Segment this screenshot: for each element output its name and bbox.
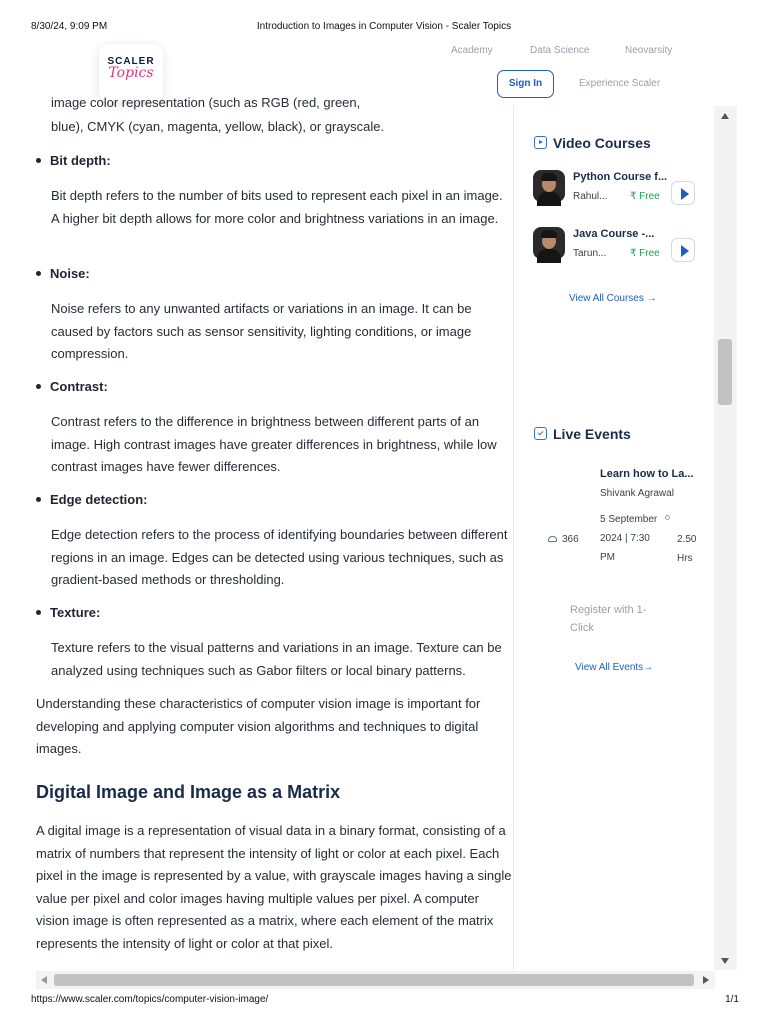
view-all-courses-link[interactable]: View All Courses → [569, 293, 657, 304]
scroll-up-arrow-icon[interactable] [721, 113, 729, 119]
bullet-icon [36, 384, 41, 389]
course-author: Rahul... [573, 191, 608, 202]
nav-academy[interactable]: Academy [451, 45, 493, 56]
people-icon [548, 536, 557, 542]
play-icon[interactable] [671, 181, 695, 205]
nav-neovarsity[interactable]: Neovarsity [625, 45, 673, 56]
print-date: 8/30/24, 9:09 PM [31, 21, 108, 32]
course-card[interactable] [533, 227, 698, 267]
event-title[interactable]: Learn how to La... [600, 468, 694, 480]
bit-depth-description: Bit depth refers to the number of bits used to represent each pixel in an image. A higher bit depth allows for more color and brightness variations in an image. [51, 188, 503, 226]
sign-in-button[interactable]: Sign In [497, 70, 554, 98]
texture-description: Texture refers to the visual patterns and variations in an image. Texture can be analyzed using techniques such as Gabor filters or local binary patterns. [51, 640, 502, 678]
course-price: ₹ Free [630, 248, 660, 259]
vertical-scroll-thumb[interactable] [718, 339, 732, 405]
live-events-title [534, 426, 631, 442]
scroll-right-arrow-icon[interactable] [703, 976, 709, 984]
play-icon[interactable] [671, 238, 695, 262]
horizontal-scroll-thumb[interactable] [54, 974, 694, 986]
nav-data-science[interactable]: Data Science [530, 45, 590, 56]
term-edge-detection: Edge detection: [50, 492, 148, 507]
course-card[interactable] [533, 170, 698, 210]
list-item-texture [36, 602, 100, 625]
list-item-contrast [36, 376, 108, 399]
section-heading: Digital Image and Image as a Matrix [36, 782, 341, 802]
print-footer [0, 994, 768, 1014]
instructor-avatar [533, 170, 565, 202]
term-contrast: Contrast: [50, 379, 108, 394]
bullet-icon [36, 158, 41, 163]
horizontal-scrollbar[interactable] [36, 971, 715, 989]
clock-icon [665, 515, 670, 520]
clipped-text-line: image color representation (such as RGB (red, green, [51, 95, 361, 110]
list-item-edge-detection [36, 489, 148, 512]
instructor-avatar [533, 227, 565, 259]
scroll-down-arrow-icon[interactable] [721, 958, 729, 964]
video-courses-label: Video Courses [553, 135, 651, 151]
event-date: 5 September 2024 | 7:30 PM [600, 514, 658, 563]
course-author: Tarun... [573, 248, 607, 259]
logo-text-topics: Topics [108, 65, 154, 81]
course-price: ₹ Free [630, 191, 660, 202]
scroll-left-arrow-icon[interactable] [41, 976, 47, 984]
print-url: https://www.scaler.com/topics/computer-vision-image/ [31, 994, 269, 1005]
event-attendees [548, 534, 579, 545]
list-item-bit-depth [36, 150, 111, 173]
digital-image-paragraph: A digital image is a representation of visual data in a binary format, consisting of a matrix of numbers that represent the intensity of light or color at each pixel. Each pixel in the image is represented by a value, with grayscale images having a single value per pixel and color images having multiple values per pixel. A computer vision image is often represented as a matrix, where each element of the matrix represents the intensity of light or color at that pixel. [36, 823, 512, 951]
calendar-check-icon [534, 427, 547, 440]
course-title[interactable]: Java Course -... [573, 228, 655, 240]
print-page-number: 1/1 [725, 994, 739, 1005]
print-document-title: Introduction to Images in Computer Vision - Scaler Topics [256, 21, 512, 32]
contrast-description: Contrast refers to the difference in brightness between different parts of an image. High contrast images have greater differences in brightness, while low contrast images have fewer differences. [51, 414, 497, 474]
register-button[interactable]: Register with 1-Click [570, 604, 647, 634]
logo-text-scaler: SCALER [107, 56, 155, 67]
bullet-icon [36, 497, 41, 502]
course-title[interactable]: Python Course f... [573, 171, 668, 183]
term-texture: Texture: [50, 605, 101, 620]
print-header [0, 0, 768, 34]
attendee-count: 366 [562, 534, 579, 545]
term-noise: Noise: [50, 266, 90, 281]
sidebar [514, 106, 714, 970]
view-all-events-link[interactable]: View All Events→ [575, 662, 654, 673]
summary-paragraph: Understanding these characteristics of computer vision image is important for developing and applying computer vision algorithms and techniques to digital images. [36, 696, 481, 756]
color-representation-text: blue), CMYK (cyan, magenta, yellow, black), or grayscale. [51, 119, 385, 134]
event-speaker: Shivank Agrawal [600, 488, 674, 499]
live-events-label: Live Events [553, 426, 631, 442]
video-courses-title [534, 135, 651, 151]
article-content [36, 95, 514, 968]
event-duration: 2.50 Hrs [677, 534, 697, 564]
list-item-noise [36, 263, 90, 286]
bullet-icon [36, 610, 41, 615]
edge-detection-description: Edge detection refers to the process of identifying boundaries between different regions in an image. Edges can be detected using various techniques, such as gradient-based methods or thresholding. [51, 527, 508, 587]
vertical-scrollbar[interactable] [714, 106, 737, 970]
term-bit-depth: Bit depth: [50, 153, 111, 168]
play-square-icon [534, 136, 547, 149]
experience-scaler-link[interactable]: Experience Scaler [579, 78, 661, 89]
bullet-icon [36, 271, 41, 276]
noise-description: Noise refers to any unwanted artifacts or variations in an image. It can be caused by factors such as sensor sensitivity, lighting conditions, or image compression. [51, 301, 472, 361]
